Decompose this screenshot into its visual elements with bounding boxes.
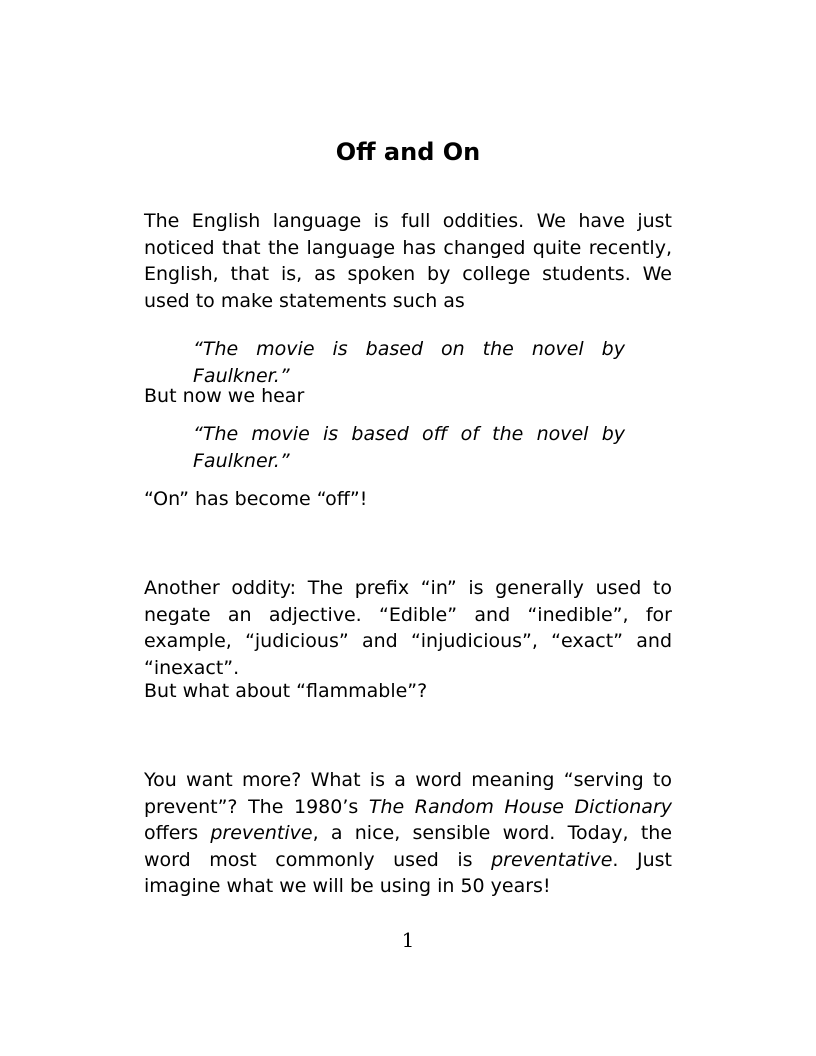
word-preventative: preventative	[491, 848, 613, 871]
preventive-text-4: . Just imagine what we will be using in 50 years!	[144, 848, 672, 897]
quote-based-on: “The movie is based on the novel by Faulkner.”	[193, 338, 625, 387]
dictionary-title: The Random House Dictionary	[368, 795, 672, 818]
intro-paragraph: The English language is full oddities. We have just noticed that the language has changed quite recently, English, that is, as spoken by college students. We used to make statements such as	[144, 210, 672, 312]
flammable-question: But what about “flammable”?	[144, 680, 428, 702]
preventive-text-3: , a nice, sensible word. Today, the word most commonly used is	[144, 822, 673, 871]
page-number: 1	[401, 928, 415, 952]
prefix-paragraph: Another oddity: The prefix “in” is generally used to negate an adjective. “Edible” and “inedible”, for example, “judicious” and “injudicious”, “exact” and “inexact”.	[144, 577, 672, 679]
on-off-conclusion: “On” has become “off”!	[144, 488, 368, 510]
transition-line: But now we hear	[144, 385, 305, 407]
word-preventive: preventive	[210, 822, 313, 844]
document-title: Off and On	[335, 138, 481, 166]
preventive-paragraph	[144, 767, 672, 900]
preventive-text-1: You want more? What is a word meaning “serving to prevent”? The 1980’s	[144, 769, 672, 818]
quote-based-off-of: “The movie is based off of the novel by Faulkner.”	[193, 423, 625, 472]
preventive-text-2: offers	[144, 822, 211, 844]
